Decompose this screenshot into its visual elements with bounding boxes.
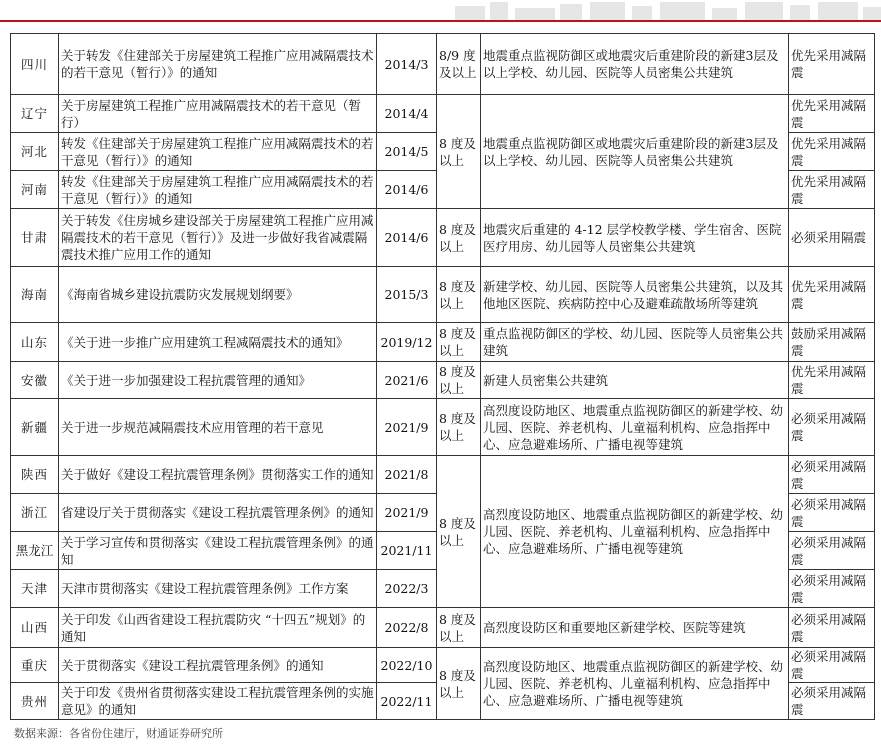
table-row (11, 399, 875, 456)
source-note: 数据来源：各省份住建厅，财通证券研究所 (14, 727, 223, 740)
document-cell: 关于学习宣传和贯彻落实《建设工程抗震管理条例》的通知 (59, 532, 377, 570)
province-cell: 重庆 (11, 648, 59, 683)
requirement-cell: 优先采用减隔震 (789, 133, 875, 171)
date-cell: 2019/12 (377, 323, 437, 362)
document-cell: 关于转发《住房城乡建设部关于房屋建筑工程推广应用减隔震技术的若干意见（暂行）》及进一步做好我省减震隔震技术推广应用工作的通知 (59, 209, 377, 267)
document-cell: 《关于进一步加强建设工程抗震管理的通知》 (59, 362, 377, 399)
requirement-cell: 必须采用减隔震 (789, 570, 875, 608)
requirement-cell: 必须采用减隔震 (789, 456, 875, 494)
province-cell: 陕西 (11, 456, 59, 494)
policy-table (10, 33, 875, 720)
intensity-cell: 8 度及以上 (437, 209, 481, 267)
intensity-cell: 8 度及以上 (437, 267, 481, 323)
requirement-cell: 鼓励采用减隔震 (789, 323, 875, 362)
requirement-cell: 优先采用减隔震 (789, 267, 875, 323)
province-cell: 河南 (11, 171, 59, 209)
requirement-cell: 优先采用减隔震 (789, 171, 875, 209)
province-cell: 甘肃 (11, 209, 59, 267)
intensity-cell: 8/9 度及以上 (437, 34, 481, 95)
document-cell: 关于印发《山西省建设工程抗震防灾 “十四五”规划》的通知 (59, 608, 377, 648)
province-cell: 贵州 (11, 683, 59, 720)
date-cell: 2021/9 (377, 399, 437, 456)
document-cell: 关于进一步规范减隔震技术应用管理的若干意见 (59, 399, 377, 456)
date-cell: 2022/10 (377, 648, 437, 683)
requirement-cell: 必须采用减隔震 (789, 608, 875, 648)
table-row (11, 209, 875, 267)
scope-cell: 新建人员密集公共建筑 (481, 362, 789, 399)
document-cell: 关于转发《住建部关于房屋建筑工程推广应用减隔震技术的若干意见（暂行）》的通知 (59, 34, 377, 95)
requirement-cell: 优先采用减隔震 (789, 95, 875, 133)
requirement-cell: 必须采用减隔震 (789, 494, 875, 532)
intensity-cell: 8 度及以上 (437, 648, 481, 720)
document-cell: 《海南省城乡建设抗震防灾发展规划纲要》 (59, 267, 377, 323)
intensity-cell: 8 度及以上 (437, 399, 481, 456)
intensity-cell: 8 度及以上 (437, 323, 481, 362)
requirement-cell: 优先采用减隔震 (789, 34, 875, 95)
province-cell: 四川 (11, 34, 59, 95)
province-cell: 河北 (11, 133, 59, 171)
table-row (11, 267, 875, 323)
document-cell: 省建设厅关于贯彻落实《建设工程抗震管理条例》的通知 (59, 494, 377, 532)
scope-cell: 高烈度设防地区、地震重点监视防御区的新建学校、幼儿园、医院、养老机构、儿童福利机构、应急指挥中心、应急避难场所、广播电视等建筑 (481, 648, 789, 720)
date-cell: 2014/6 (377, 209, 437, 267)
requirement-cell: 必须采用减隔震 (789, 532, 875, 570)
province-cell: 辽宁 (11, 95, 59, 133)
scope-cell: 重点监视防御区的学校、幼儿园、医院等人员密集公共建筑 (481, 323, 789, 362)
requirement-cell: 必须采用减隔震 (789, 399, 875, 456)
document-cell: 转发《住建部关于房屋建筑工程推广应用减隔震技术的若干意见（暂行）》的通知 (59, 171, 377, 209)
date-cell: 2021/11 (377, 532, 437, 570)
table-row (11, 34, 875, 95)
table-row (11, 362, 875, 399)
table-row (11, 648, 875, 683)
date-cell: 2022/11 (377, 683, 437, 720)
table-row (11, 608, 875, 648)
scope-cell: 地震重点监视防御区或地震灾后重建阶段的新建3层及以上学校、幼儿园、医院等人员密集公共建筑 (481, 95, 789, 209)
intensity-cell: 8 度及以上 (437, 95, 481, 209)
date-cell: 2014/4 (377, 95, 437, 133)
date-cell: 2022/3 (377, 570, 437, 608)
province-cell: 黑龙江 (11, 532, 59, 570)
document-cell: 关于贯彻落实《建设工程抗震管理条例》的通知 (59, 648, 377, 683)
scope-cell: 高烈度设防地区、地震重点监视防御区的新建学校、幼儿园、医院、养老机构、儿童福利机构、应急指挥中心、应急避难场所、广播电视等建筑 (481, 456, 789, 608)
date-cell: 2021/9 (377, 494, 437, 532)
province-cell: 浙江 (11, 494, 59, 532)
intensity-cell: 8 度及以上 (437, 362, 481, 399)
date-cell: 2021/8 (377, 456, 437, 494)
table-row (11, 95, 875, 133)
date-cell: 2014/5 (377, 133, 437, 171)
scope-cell: 新建学校、幼儿园、医院等人员密集公共建筑，以及其他地区医院、疾病防控中心及避难疏散场所等建筑 (481, 267, 789, 323)
table-row (11, 456, 875, 494)
province-cell: 海南 (11, 267, 59, 323)
document-cell: 关于印发《贵州省贯彻落实建设工程抗震管理条例的实施意见》的通知 (59, 683, 377, 720)
scope-cell: 地震重点监视防御区或地震灾后重建阶段的新建3层及以上学校、幼儿园、医院等人员密集公共建筑 (481, 34, 789, 95)
date-cell: 2014/6 (377, 171, 437, 209)
requirement-cell: 必须采用减隔震 (789, 648, 875, 683)
date-cell: 2022/8 (377, 608, 437, 648)
date-cell: 2014/3 (377, 34, 437, 95)
province-cell: 安徽 (11, 362, 59, 399)
document-cell: 转发《住建部关于房屋建筑工程推广应用减隔震技术的若干意见（暂行）》的通知 (59, 133, 377, 171)
province-cell: 天津 (11, 570, 59, 608)
province-cell: 山东 (11, 323, 59, 362)
scope-cell: 高烈度设防区和重要地区新建学校、医院等建筑 (481, 608, 789, 648)
date-cell: 2015/3 (377, 267, 437, 323)
province-cell: 新疆 (11, 399, 59, 456)
province-cell: 山西 (11, 608, 59, 648)
document-cell: 天津市贯彻落实《建设工程抗震管理条例》工作方案 (59, 570, 377, 608)
requirement-cell: 必须采用减隔震 (789, 683, 875, 720)
document-cell: 关于房屋建筑工程推广应用减隔震技术的若干意见（暂行） (59, 95, 377, 133)
table-row (11, 323, 875, 362)
document-cell: 关于做好《建设工程抗震管理条例》贯彻落实工作的通知 (59, 456, 377, 494)
scope-cell: 地震灾后重建的 4-12 层学校教学楼、学生宿舍、医院医疗用房、幼儿园等人员密集公共建筑 (481, 209, 789, 267)
document-cell: 《关于进一步推广应用建筑工程减隔震技术的通知》 (59, 323, 377, 362)
intensity-cell: 8 度及以上 (437, 456, 481, 608)
date-cell: 2021/6 (377, 362, 437, 399)
intensity-cell: 8 度及以上 (437, 608, 481, 648)
requirement-cell: 必须采用隔震 (789, 209, 875, 267)
header-decoration (0, 0, 881, 22)
scope-cell: 高烈度设防地区、地震重点监视防御区的新建学校、幼儿园、医院、养老机构、儿童福利机构、应急指挥中心、应急避难场所、广播电视等建筑 (481, 399, 789, 456)
requirement-cell: 优先采用减隔震 (789, 362, 875, 399)
